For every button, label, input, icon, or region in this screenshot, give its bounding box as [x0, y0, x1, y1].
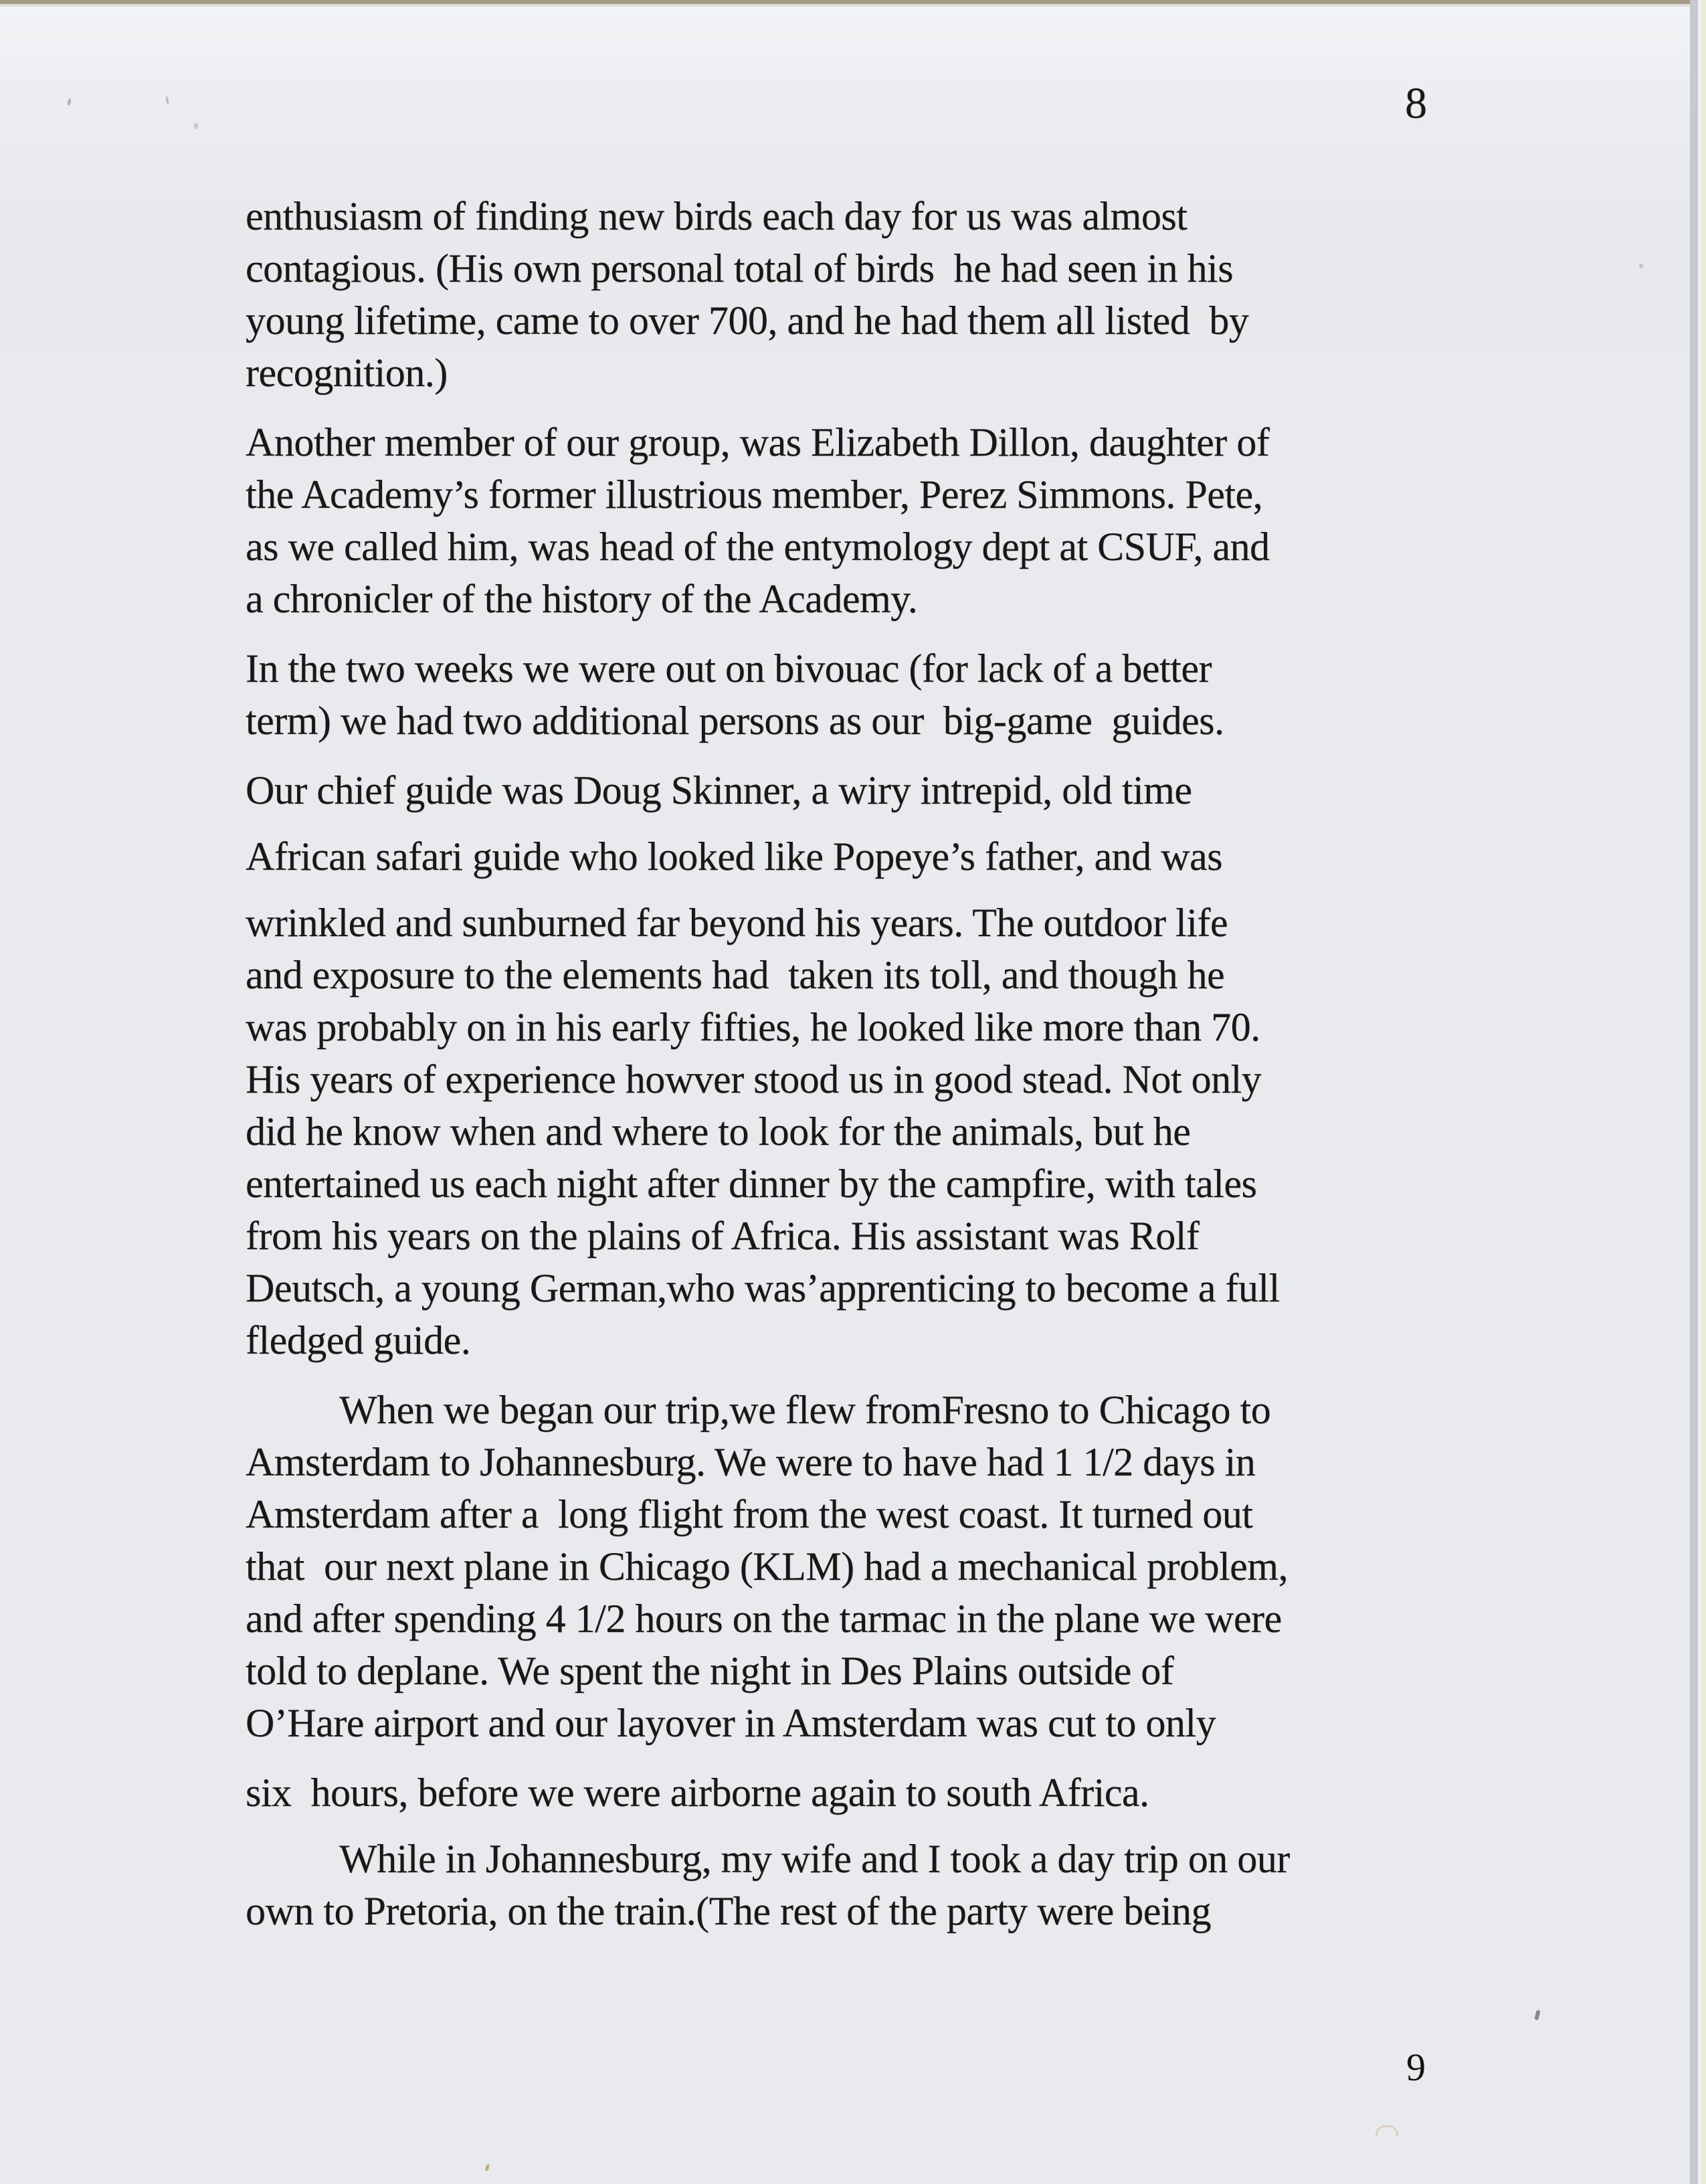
text-line: entertained us each night after dinner by the campfire, with tales [246, 1162, 1257, 1206]
text-line: young lifetime, came to over 700, and he had them all listed by [246, 298, 1249, 343]
text-line: did he know when and where to look for the animals, but he [246, 1109, 1191, 1154]
text-line: fledged guide. [246, 1318, 471, 1362]
text-line: Another member of our group, was Elizabeth Dillon, daughter of [246, 420, 1270, 464]
text-line: the Academy’s former illustrious member, Perez Simmons. Pete, [246, 472, 1263, 517]
text-line: wrinkled and sunburned far beyond his years. The outdoor life [246, 901, 1228, 945]
partial-next-page-number-digit: 9 [1406, 2045, 1425, 2089]
text-line: was probably on in his early fifties, he looked like more than 70. [246, 1005, 1260, 1049]
text-line: as we called him, was head of the entymology dept at CSUF, and [246, 525, 1270, 569]
text-line: In the two weeks we were out on bivouac (for lack of a better [246, 646, 1212, 691]
text-line: contagious. (His own personal total of birds he had seen in his [246, 246, 1234, 290]
scan-speck [1376, 2125, 1398, 2136]
text-line: Amsterdam after a long flight from the west coast. It turned out [246, 1492, 1253, 1536]
scan-speck [484, 2163, 490, 2171]
text-line: recognition.) [246, 351, 448, 395]
text-line: and exposure to the elements had taken its toll, and though he [246, 953, 1225, 997]
scan-speck [1639, 264, 1643, 268]
text-line: Our chief guide was Doug Skinner, a wiry intrepid, old time [246, 768, 1192, 812]
text-line: term) we had two additional persons as our big-game guides. [246, 699, 1224, 743]
scan-speck [165, 96, 169, 104]
text-line: enthusiasm of finding new birds each day for us was almost [246, 194, 1188, 238]
text-line: Deutsch, a young German,who was’apprenticing to become a full [246, 1266, 1280, 1310]
scan-speck [194, 123, 198, 129]
scanner-right-background-strip [1701, 0, 1706, 2184]
text-line: own to Pretoria, on the train.(The rest of the party were being [246, 1889, 1212, 1933]
partial-next-page-number [1406, 2045, 1433, 2089]
document-text [246, 190, 1450, 1937]
scan-speck [1534, 2009, 1540, 2020]
text-line: that our next plane in Chicago (KLM) had a mechanical problem, [246, 1544, 1288, 1588]
scan-speck [67, 98, 72, 106]
text-line: While in Johannesburg, my wife and I took a day trip on our [339, 1837, 1290, 1881]
text-line: O’Hare airport and our layover in Amsterdam was cut to only [246, 1701, 1216, 1745]
text-line: told to deplane. We spent the night in Des Plains outside of [246, 1649, 1174, 1693]
text-line: from his years on the plains of Africa. His assistant was Rolf [246, 1214, 1200, 1258]
text-line: and after spending 4 1/2 hours on the tarmac in the plane we were [246, 1597, 1282, 1641]
text-line: a chronicler of the history of the Academy. [246, 577, 918, 621]
text-line: six hours, before we were airborne again to south Africa. [246, 1770, 1149, 1815]
text-line: His years of experience howver stood us in good stead. Not only [246, 1057, 1262, 1101]
scanner-right-edge-line [1690, 0, 1698, 2184]
scanner-top-edge-shadow [0, 4, 1706, 7]
text-line: Amsterdam to Johannesburg. We were to have had 1 1/2 days in [246, 1440, 1256, 1484]
page-number: 8 [1405, 79, 1426, 128]
text-line: African safari guide who looked like Popeye’s father, and was [246, 834, 1222, 879]
text-line: When we began our trip,we flew fromFresno to Chicago to [339, 1388, 1271, 1432]
